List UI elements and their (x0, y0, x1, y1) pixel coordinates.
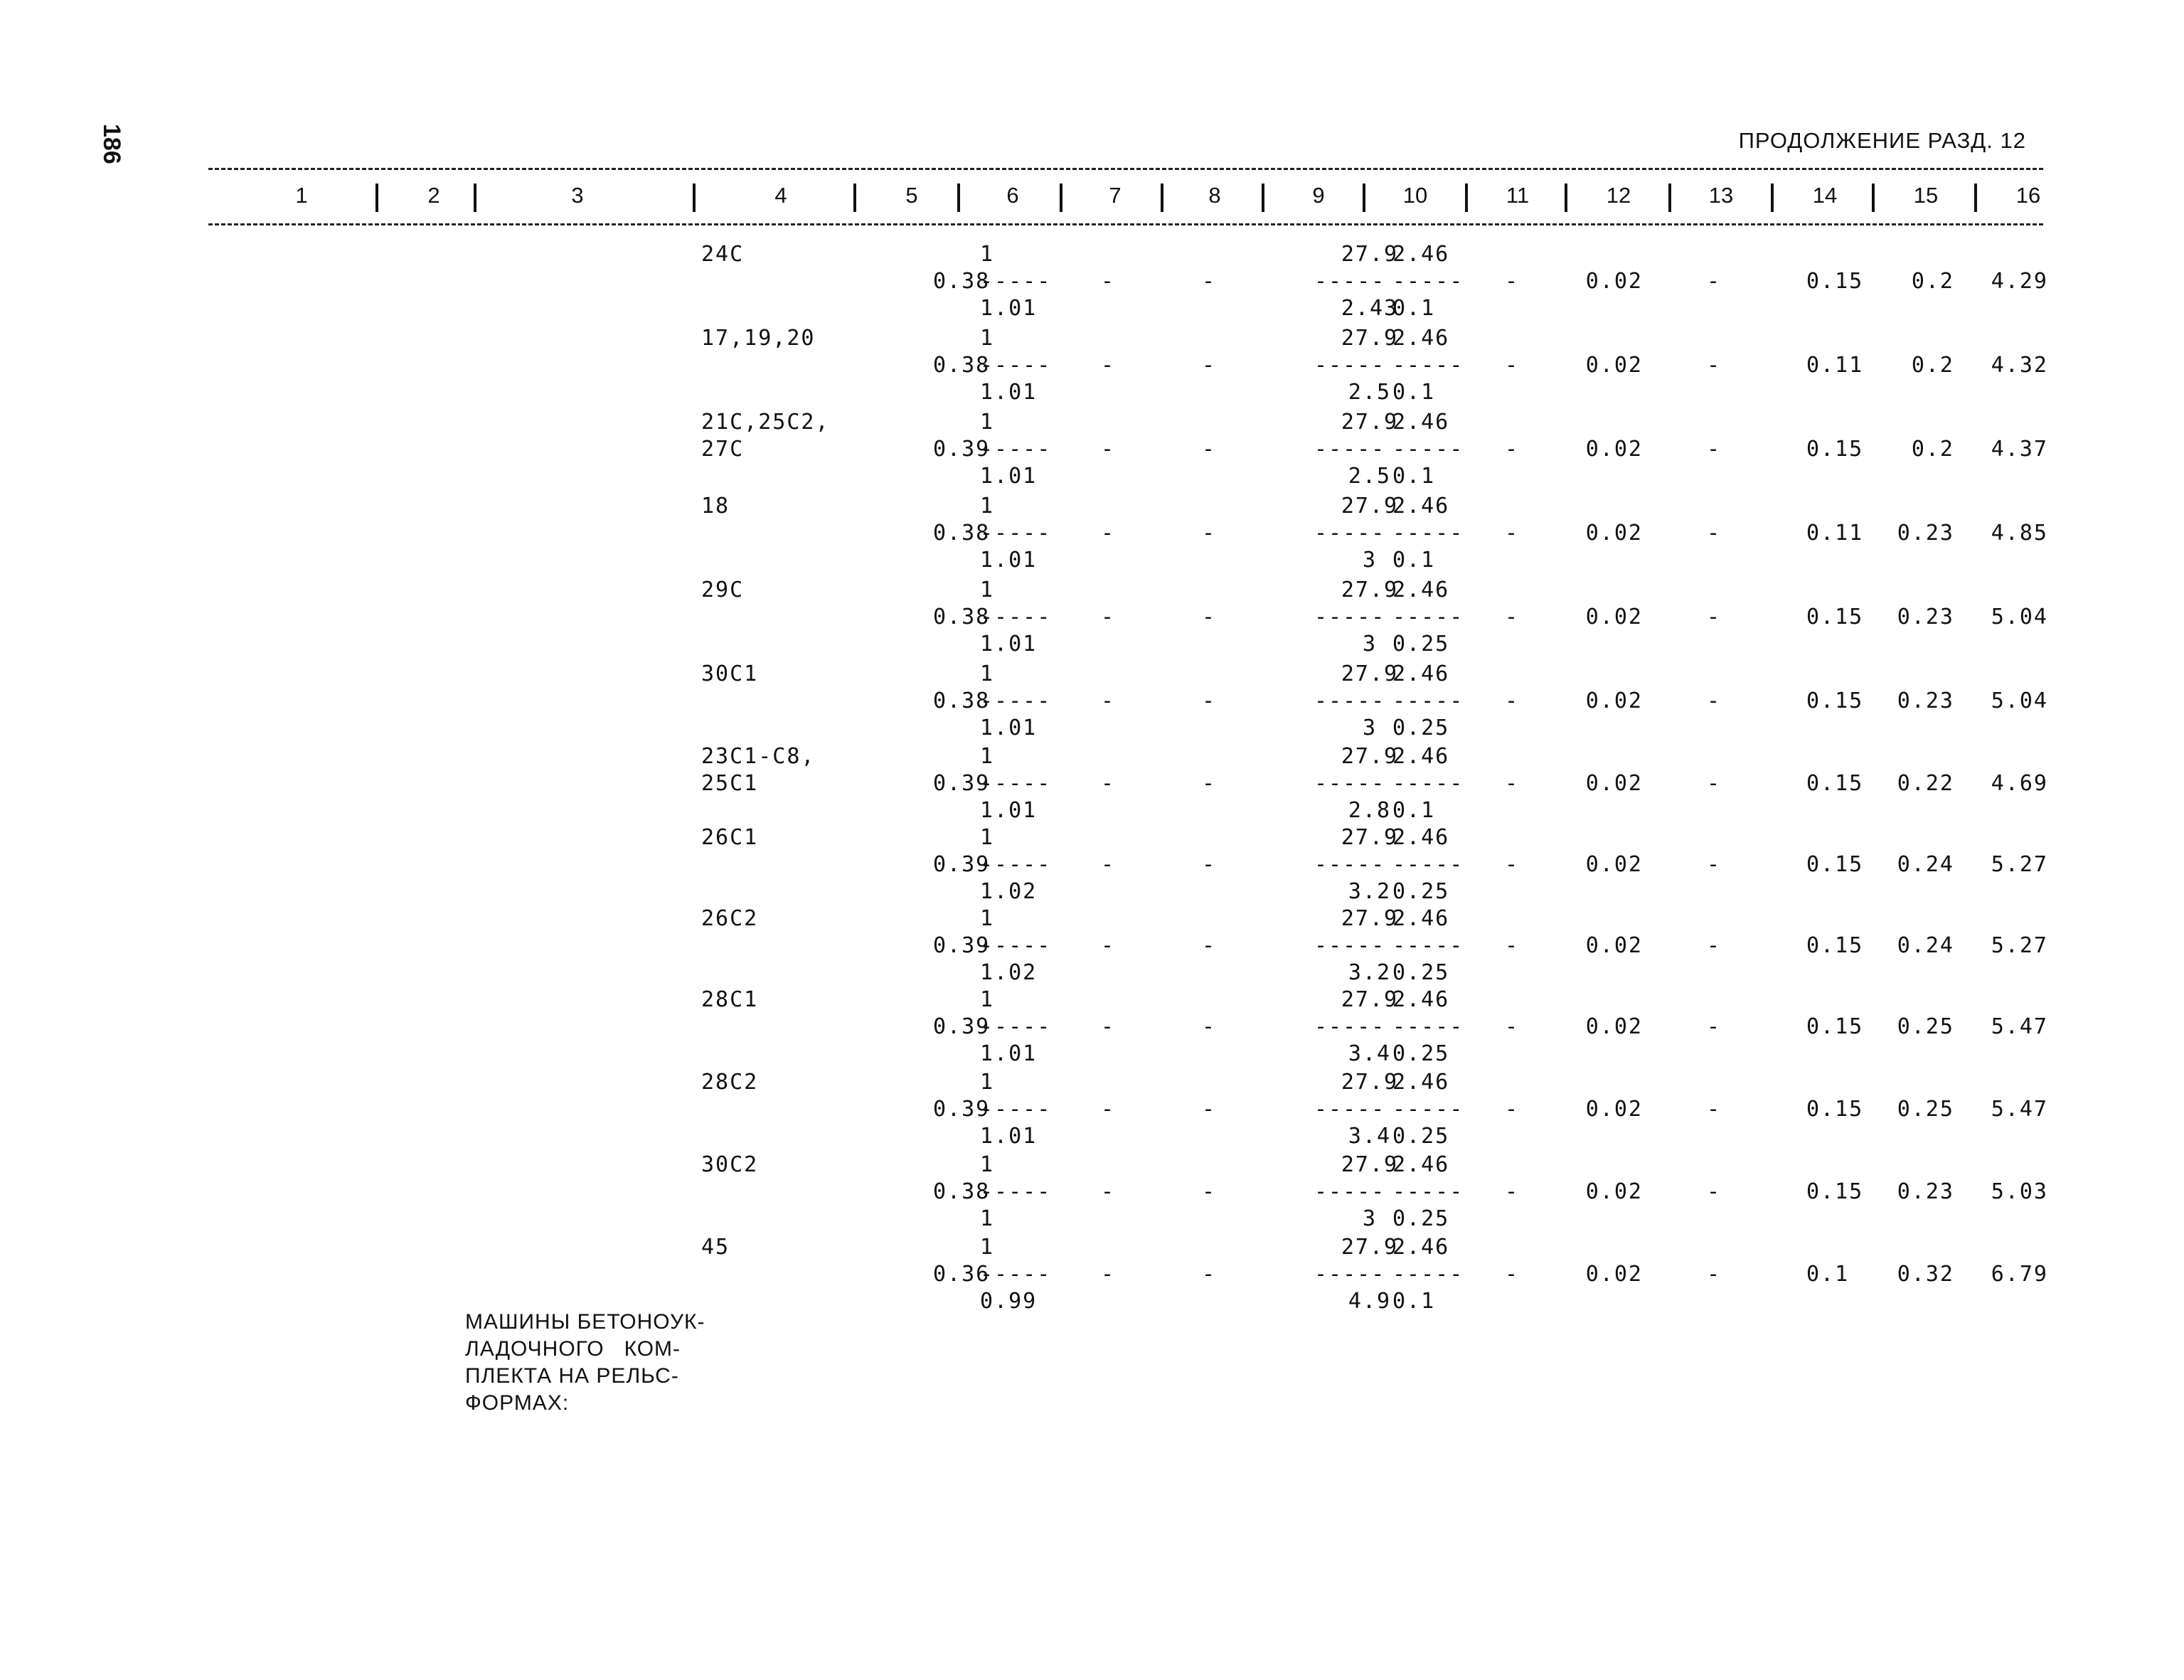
column-header-14: 14 (1812, 183, 1838, 208)
fraction-line: ----- (980, 353, 1052, 378)
value-col-16: 4.69 (1991, 771, 2048, 796)
fraction-line: ----- (1392, 1097, 1464, 1122)
value-col-10-top: 2.46 (1392, 1152, 1450, 1177)
header-separator (853, 184, 856, 212)
fraction-line: ----- (1314, 1179, 1386, 1204)
fraction-line: ----- (980, 933, 1052, 958)
value-col-6-bottom: 1.01 (980, 632, 1038, 656)
value-col-12: 0.02 (1585, 521, 1643, 546)
value-col-8: - (1202, 269, 1217, 294)
value-col-8: - (1202, 852, 1217, 877)
value-col-16: 5.04 (1991, 689, 2048, 713)
value-col-10-bottom: 0.25 (1392, 1124, 1450, 1149)
value-col-6-bottom: 1.01 (980, 380, 1038, 405)
fraction-line: ----- (980, 689, 1052, 713)
value-col-14: 0.15 (1806, 933, 1864, 958)
column-header-5: 5 (905, 183, 918, 208)
value-col-6-bottom: 1.02 (980, 960, 1038, 985)
value-col-6-bottom: 1.01 (980, 1041, 1038, 1066)
value-col-11: - (1505, 1014, 1520, 1039)
value-col-8: - (1202, 771, 1217, 796)
value-col-5: 0.38 (933, 269, 991, 294)
value-col-11: - (1505, 689, 1520, 713)
value-col-6-top: 1 (980, 242, 995, 267)
value-col-9-top: 27.9 (1341, 242, 1399, 267)
value-col-9-top: 27.9 (1341, 987, 1399, 1012)
value-col-10-bottom: 0.25 (1392, 632, 1450, 656)
value-col-14: 0.15 (1806, 852, 1864, 877)
value-col-10-bottom: 0.1 (1392, 1289, 1436, 1314)
value-col-9-top: 27.9 (1341, 410, 1399, 435)
value-col-10-bottom: 0.1 (1392, 380, 1436, 405)
value-col-14: 0.15 (1806, 1014, 1864, 1039)
value-col-7: - (1101, 437, 1116, 462)
value-col-9-bottom: 3.2 (1348, 879, 1392, 904)
row-label: 30С2 (701, 1152, 759, 1177)
value-col-5: 0.38 (933, 605, 991, 629)
header-bottom-rule (208, 223, 2043, 225)
header-separator (1465, 184, 1468, 212)
value-col-6-top: 1 (980, 1070, 995, 1095)
value-col-9-bottom: 3 (1362, 716, 1378, 740)
value-col-14: 0.11 (1806, 353, 1864, 378)
header-separator (1060, 184, 1062, 212)
value-col-12: 0.02 (1585, 353, 1643, 378)
fraction-line: ----- (1314, 1097, 1386, 1122)
value-col-10-bottom: 0.1 (1392, 464, 1436, 489)
column-header-3: 3 (571, 183, 584, 208)
value-col-9-top: 27.9 (1341, 825, 1399, 850)
value-col-9-top: 27.9 (1341, 578, 1399, 602)
value-col-12: 0.02 (1585, 852, 1643, 877)
value-col-10-top: 2.46 (1392, 1235, 1450, 1260)
fraction-line: ----- (1392, 689, 1464, 713)
value-col-13: - (1707, 353, 1722, 378)
value-col-10-bottom: 0.1 (1392, 548, 1436, 573)
header-separator (1363, 184, 1365, 212)
value-col-9-bottom: 2.5 (1348, 380, 1392, 405)
value-col-11: - (1505, 605, 1520, 629)
value-col-11: - (1505, 852, 1520, 877)
continuation-title: ПРОДОЛЖЕНИЕ РАЗД. 12 (1738, 128, 2026, 153)
value-col-11: - (1505, 269, 1520, 294)
value-col-5: 0.39 (933, 933, 991, 958)
value-col-8: - (1202, 1014, 1217, 1039)
value-col-8: - (1202, 437, 1217, 462)
value-col-8: - (1202, 353, 1217, 378)
row-label: 45 (701, 1235, 730, 1260)
value-col-5: 0.39 (933, 1014, 991, 1039)
fraction-line: ----- (1392, 1179, 1464, 1204)
value-col-15: 0.23 (1897, 521, 1954, 546)
column-header-9: 9 (1312, 183, 1325, 208)
value-col-13: - (1707, 1014, 1722, 1039)
column-header-8: 8 (1208, 183, 1221, 208)
header-separator (1565, 184, 1567, 212)
value-col-10-top: 2.46 (1392, 410, 1450, 435)
column-header-7: 7 (1109, 183, 1122, 208)
header-separator (1262, 184, 1264, 212)
row-label: 28С1 (701, 987, 759, 1012)
fraction-line: ----- (1314, 689, 1386, 713)
value-col-5: 0.39 (933, 1097, 991, 1122)
value-col-11: - (1505, 437, 1520, 462)
value-col-9-bottom: 2.43 (1341, 296, 1399, 321)
note-line: ФОРМАХ: (465, 1391, 570, 1415)
value-col-9-bottom: 3 (1362, 632, 1378, 656)
value-col-6-top: 1 (980, 661, 995, 686)
value-col-9-top: 27.9 (1341, 744, 1399, 769)
value-col-12: 0.02 (1585, 771, 1643, 796)
fraction-line: ----- (1392, 771, 1464, 796)
value-col-16: 5.03 (1991, 1179, 2048, 1204)
value-col-12: 0.02 (1585, 1014, 1643, 1039)
value-col-10-top: 2.46 (1392, 906, 1450, 931)
value-col-9-top: 27.9 (1341, 906, 1399, 931)
value-col-7: - (1101, 605, 1116, 629)
value-col-13: - (1707, 269, 1722, 294)
value-col-13: - (1707, 852, 1722, 877)
value-col-12: 0.02 (1585, 269, 1643, 294)
fraction-line: ----- (1392, 1014, 1464, 1039)
row-label: 24С (701, 242, 745, 267)
header-separator (1161, 184, 1163, 212)
header-separator (1771, 184, 1774, 212)
row-label: 18 (701, 494, 730, 519)
value-col-9-bottom: 4.9 (1348, 1289, 1392, 1314)
column-header-15: 15 (1913, 183, 1939, 208)
value-col-8: - (1202, 689, 1217, 713)
fraction-line: ----- (1314, 437, 1386, 462)
value-col-8: - (1202, 1262, 1217, 1287)
value-col-7: - (1101, 852, 1116, 877)
fraction-line: ----- (980, 771, 1052, 796)
note-line: МАШИНЫ БЕТОНОУК- (465, 1310, 705, 1334)
fraction-line: ----- (1392, 1262, 1464, 1287)
value-col-12: 0.02 (1585, 605, 1643, 629)
fraction-line: ----- (1392, 933, 1464, 958)
value-col-12: 0.02 (1585, 437, 1643, 462)
value-col-13: - (1707, 933, 1722, 958)
row-label: 21С,25С2, (701, 410, 830, 435)
value-col-6-top: 1 (980, 744, 995, 769)
fraction-line: ----- (1314, 852, 1386, 877)
value-col-6-bottom: 1.01 (980, 798, 1038, 823)
value-col-10-top: 2.46 (1392, 494, 1450, 519)
value-col-8: - (1202, 1179, 1217, 1204)
value-col-10-top: 2.46 (1392, 661, 1450, 686)
value-col-11: - (1505, 353, 1520, 378)
value-col-14: 0.15 (1806, 771, 1864, 796)
value-col-5: 0.38 (933, 521, 991, 546)
value-col-9-bottom: 3.4 (1348, 1124, 1392, 1149)
value-col-10-bottom: 0.25 (1392, 716, 1450, 740)
value-col-6-bottom: 1.01 (980, 296, 1038, 321)
row-label: 28С2 (701, 1070, 759, 1095)
header-separator (474, 184, 476, 212)
value-col-15: 0.24 (1897, 933, 1954, 958)
value-col-13: - (1707, 1097, 1722, 1122)
header-separator (957, 184, 960, 212)
fraction-line: ----- (980, 1262, 1052, 1287)
fraction-line: ----- (980, 1179, 1052, 1204)
fraction-line: ----- (980, 521, 1052, 546)
value-col-15: 0.2 (1911, 269, 1954, 294)
value-col-6-bottom: 1.02 (980, 879, 1038, 904)
value-col-16: 4.85 (1991, 521, 2048, 546)
fraction-line: ----- (1314, 1014, 1386, 1039)
value-col-12: 0.02 (1585, 1097, 1643, 1122)
value-col-15: 0.22 (1897, 771, 1954, 796)
value-col-10-top: 2.46 (1392, 578, 1450, 602)
column-header-6: 6 (1006, 183, 1019, 208)
note-line: ПЛЕКТА НА РЕЛЬС- (465, 1364, 679, 1388)
value-col-14: 0.15 (1806, 1097, 1864, 1122)
value-col-6-top: 1 (980, 578, 995, 602)
column-header-16: 16 (2015, 183, 2041, 208)
value-col-10-top: 2.46 (1392, 242, 1450, 267)
value-col-6-top: 1 (980, 326, 995, 351)
value-col-5: 0.39 (933, 771, 991, 796)
value-col-14: 0.11 (1806, 521, 1864, 546)
row-label: 23С1-С8, (701, 744, 816, 769)
value-col-16: 6.79 (1991, 1262, 2048, 1287)
value-col-10-bottom: 0.25 (1392, 1041, 1450, 1066)
value-col-5: 0.39 (933, 437, 991, 462)
header-separator (1872, 184, 1875, 212)
fraction-line: ----- (1392, 269, 1464, 294)
value-col-11: - (1505, 1262, 1520, 1287)
value-col-14: 0.15 (1806, 437, 1864, 462)
fraction-line: ----- (980, 1014, 1052, 1039)
value-col-7: - (1101, 771, 1116, 796)
value-col-6-bottom: 1.01 (980, 1124, 1038, 1149)
top-rule (208, 168, 2043, 170)
value-col-5: 0.38 (933, 689, 991, 713)
value-col-6-top: 1 (980, 494, 995, 519)
value-col-7: - (1101, 1014, 1116, 1039)
section-note (465, 1309, 707, 1417)
value-col-5: 0.38 (933, 1179, 991, 1204)
value-col-9-top: 27.9 (1341, 494, 1399, 519)
value-col-13: - (1707, 437, 1722, 462)
value-col-16: 4.32 (1991, 353, 2048, 378)
value-col-15: 0.23 (1897, 605, 1954, 629)
value-col-16: 4.37 (1991, 437, 2048, 462)
value-col-8: - (1202, 605, 1217, 629)
value-col-13: - (1707, 771, 1722, 796)
value-col-7: - (1101, 933, 1116, 958)
value-col-6-top: 1 (980, 1152, 995, 1177)
value-col-15: 0.25 (1897, 1014, 1954, 1039)
value-col-16: 5.27 (1991, 933, 2048, 958)
value-col-6-bottom: 1.01 (980, 716, 1038, 740)
value-col-11: - (1505, 521, 1520, 546)
value-col-6-bottom: 1.01 (980, 548, 1038, 573)
value-col-6-bottom: 1.01 (980, 464, 1038, 489)
value-col-9-bottom: 3.4 (1348, 1041, 1392, 1066)
value-col-5: 0.39 (933, 852, 991, 877)
value-col-6-top: 1 (980, 987, 995, 1012)
row-label: 27С (701, 437, 745, 462)
row-label: 26С2 (701, 906, 759, 931)
fraction-line: ----- (980, 852, 1052, 877)
fraction-line: ----- (980, 1097, 1052, 1122)
value-col-9-top: 27.9 (1341, 1235, 1399, 1260)
value-col-7: - (1101, 1097, 1116, 1122)
fraction-line: ----- (980, 605, 1052, 629)
value-col-11: - (1505, 933, 1520, 958)
row-label: 29С (701, 578, 745, 602)
fraction-line: ----- (1392, 353, 1464, 378)
fraction-line: ----- (1314, 933, 1386, 958)
fraction-line: ----- (1392, 605, 1464, 629)
value-col-10-bottom: 0.25 (1392, 1206, 1450, 1231)
value-col-16: 5.47 (1991, 1014, 2048, 1039)
value-col-10-bottom: 0.1 (1392, 296, 1436, 321)
value-col-12: 0.02 (1585, 689, 1643, 713)
value-col-13: - (1707, 521, 1722, 546)
value-col-13: - (1707, 1179, 1722, 1204)
value-col-6-top: 1 (980, 410, 995, 435)
value-col-14: 0.15 (1806, 689, 1864, 713)
value-col-12: 0.02 (1585, 1262, 1643, 1287)
value-col-10-top: 2.46 (1392, 326, 1450, 351)
value-col-10-top: 2.46 (1392, 825, 1450, 850)
value-col-8: - (1202, 933, 1217, 958)
header-separator (375, 184, 378, 212)
value-col-11: - (1505, 1097, 1520, 1122)
value-col-16: 5.27 (1991, 852, 2048, 877)
value-col-12: 0.02 (1585, 933, 1643, 958)
fraction-line: ----- (1314, 521, 1386, 546)
value-col-6-top: 1 (980, 906, 995, 931)
value-col-7: - (1101, 353, 1116, 378)
value-col-15: 0.2 (1911, 353, 1954, 378)
value-col-10-bottom: 0.1 (1392, 798, 1436, 823)
value-col-15: 0.23 (1897, 1179, 1954, 1204)
value-col-9-top: 27.9 (1341, 326, 1399, 351)
fraction-line: ----- (1314, 269, 1386, 294)
value-col-14: 0.15 (1806, 1179, 1864, 1204)
column-header-11: 11 (1506, 183, 1530, 208)
value-col-9-bottom: 3 (1362, 548, 1378, 573)
value-col-14: 0.15 (1806, 269, 1864, 294)
value-col-13: - (1707, 605, 1722, 629)
value-col-7: - (1101, 269, 1116, 294)
value-col-5: 0.36 (933, 1262, 991, 1287)
value-col-6-bottom: 0.99 (980, 1289, 1038, 1314)
value-col-16: 5.47 (1991, 1097, 2048, 1122)
header-separator (1668, 184, 1671, 212)
value-col-14: 0.1 (1806, 1262, 1850, 1287)
fraction-line: ----- (1314, 605, 1386, 629)
value-col-11: - (1505, 1179, 1520, 1204)
fraction-line: ----- (980, 437, 1052, 462)
fraction-line: ----- (1314, 1262, 1386, 1287)
fraction-line: ----- (1392, 521, 1464, 546)
row-label: 25С1 (701, 771, 759, 796)
value-col-6-top: 1 (980, 1235, 995, 1260)
fraction-line: ----- (1392, 852, 1464, 877)
value-col-11: - (1505, 771, 1520, 796)
column-header-12: 12 (1606, 183, 1631, 208)
value-col-10-top: 2.46 (1392, 744, 1450, 769)
fraction-line: ----- (1314, 353, 1386, 378)
column-header-13: 13 (1708, 183, 1734, 208)
value-col-15: 0.23 (1897, 689, 1954, 713)
column-header-10: 10 (1402, 183, 1428, 208)
value-col-7: - (1101, 689, 1116, 713)
value-col-6-top: 1 (980, 825, 995, 850)
value-col-7: - (1101, 1179, 1116, 1204)
value-col-13: - (1707, 1262, 1722, 1287)
value-col-9-top: 27.9 (1341, 1070, 1399, 1095)
value-col-10-top: 2.46 (1392, 1070, 1450, 1095)
value-col-5: 0.38 (933, 353, 991, 378)
page-number: 186 (98, 124, 125, 164)
row-label: 30С1 (701, 661, 759, 686)
fraction-line: ----- (1314, 771, 1386, 796)
column-header-1: 1 (295, 183, 308, 208)
value-col-13: - (1707, 689, 1722, 713)
value-col-9-bottom: 3 (1362, 1206, 1378, 1231)
fraction-line: ----- (1392, 437, 1464, 462)
value-col-16: 5.04 (1991, 605, 2048, 629)
value-col-7: - (1101, 521, 1116, 546)
value-col-8: - (1202, 521, 1217, 546)
fraction-line: ----- (980, 269, 1052, 294)
value-col-12: 0.02 (1585, 1179, 1643, 1204)
value-col-9-bottom: 2.5 (1348, 464, 1392, 489)
row-label: 26С1 (701, 825, 759, 850)
column-header-2: 2 (427, 183, 440, 208)
column-header-4: 4 (774, 183, 787, 208)
header-separator (1974, 184, 1977, 212)
value-col-9-bottom: 3.2 (1348, 960, 1392, 985)
note-line: ЛАДОЧНОГО КОМ- (465, 1337, 681, 1361)
value-col-15: 0.2 (1911, 437, 1954, 462)
row-label: 17,19,20 (701, 326, 816, 351)
value-col-9-top: 27.9 (1341, 1152, 1399, 1177)
value-col-10-bottom: 0.25 (1392, 960, 1450, 985)
value-col-15: 0.32 (1897, 1262, 1954, 1287)
value-col-6-bottom: 1 (980, 1206, 995, 1231)
value-col-15: 0.24 (1897, 852, 1954, 877)
value-col-8: - (1202, 1097, 1217, 1122)
value-col-10-top: 2.46 (1392, 987, 1450, 1012)
value-col-16: 4.29 (1991, 269, 2048, 294)
value-col-9-top: 27.9 (1341, 661, 1399, 686)
value-col-9-bottom: 2.8 (1348, 798, 1392, 823)
value-col-10-bottom: 0.25 (1392, 879, 1450, 904)
value-col-14: 0.15 (1806, 605, 1864, 629)
value-col-7: - (1101, 1262, 1116, 1287)
value-col-15: 0.25 (1897, 1097, 1954, 1122)
header-separator (693, 184, 696, 212)
